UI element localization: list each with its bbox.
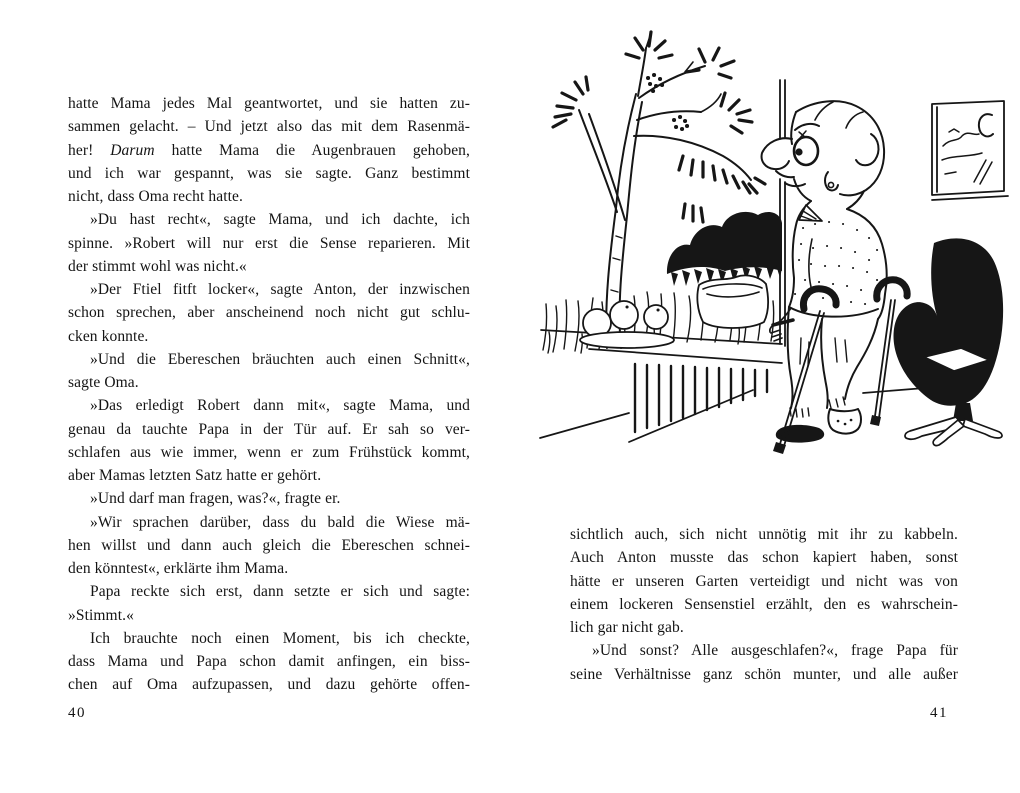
berries (648, 75, 687, 129)
text-line: hätte er unseren Garten verteidigt und nicht was von (570, 572, 958, 590)
window-frame (780, 80, 785, 346)
crutch-cuff-right (877, 280, 907, 299)
text-line: »Und die Ebereschen bräuchten auch einen Schnitt«, (90, 350, 470, 368)
picture-frame (932, 101, 1008, 200)
text-line: dass Mama und Papa schon damit anfingen, ein biss- (68, 653, 470, 670)
text-line: chen auf Oma aufzupassen, und dazu gehörte offen- (68, 676, 470, 694)
crutch-cuff-left (803, 289, 836, 309)
basket (697, 275, 768, 328)
eye (795, 148, 802, 155)
text-line: schon sprechen, aber anscheinend noch nicht gut schlu- (68, 304, 470, 322)
fruit-plate (580, 301, 674, 348)
text-line: den könntest«, erklärte ihm Mama. (68, 560, 289, 577)
text-line: »Der Ftiel fitft locker«, sagte Anton, der inzwischen (90, 281, 470, 298)
text-line: »Wir sprachen darüber, dass du bald die Wiese mä- (90, 513, 470, 531)
text-line: sagte Oma. (68, 374, 139, 391)
dark-bush (667, 212, 782, 286)
text-line: hen willst und dann auch gleich die Ebereschen schnei- (68, 536, 470, 554)
text-line: »Das erledigt Robert dann mit«, sagte Mama, und (90, 397, 470, 415)
illustration-grandma-garden (533, 8, 1011, 470)
page-number-right: 41 (930, 705, 948, 721)
text-line: her! Darum hatte Mama die Augenbrauen gehoben, (68, 141, 470, 159)
text-line: seine Verhältnisse ganz schön munter, und alle außer (570, 665, 958, 683)
text-line: nicht, dass Oma recht hatte. (68, 188, 243, 205)
text-line: »Und sonst? Alle ausgeschlafen?«, frage Papa für (592, 642, 958, 660)
moon-shape (979, 114, 993, 136)
text-line: einem lockeren Sensenstiel erzählt, den es wahrschein- (570, 595, 958, 613)
italic-word: Darum (110, 141, 155, 159)
text-line: der stimmt wohl was nicht.« (68, 257, 247, 275)
text-line: aber Mamas letzten Satz hatte er gehört. (68, 467, 322, 484)
text-line: sammen gelacht. – Und jetzt also das mit dem Rasenmä- (68, 118, 470, 136)
text-line: schlafen aus wie immer, wenn er zum Frühstück kommt, (68, 443, 470, 461)
text-line: sichtlich auch, sich nicht unnötig mit ihr zu kabbeln. (570, 526, 958, 543)
boot (828, 409, 861, 434)
text-line: Papa reckte sich erst, dann setzte er sich und sagte: (90, 583, 470, 601)
text-line: hatte Mama jedes Mal geantwortet, und sie hatten zu- (68, 95, 470, 112)
left-page-text (68, 92, 470, 697)
page-number-left: 40 (68, 705, 86, 721)
text-line: »Und darf man fragen, was?«, fragte er. (90, 490, 341, 508)
text-line: »Du hast recht«, sagte Mama, und ich dachte, ich (90, 211, 470, 229)
earring (828, 182, 833, 187)
egg-chair (863, 238, 1003, 445)
nose (762, 138, 792, 169)
text-line: cken konnte. (68, 327, 149, 345)
grandma-figure (762, 101, 908, 454)
text-line: lich gar nicht gab. (570, 619, 684, 636)
text-line: Ich brauchte noch einen Moment, bis ich checkte, (90, 629, 470, 647)
text-line: genau da tauchte Papa in der Tür auf. Er sah so ver- (68, 420, 470, 438)
text-line: »Stimmt.« (68, 606, 134, 624)
text-line: und ich war gespannt, was sie sagte. Ganz bestimmt (68, 164, 470, 182)
right-page-text (570, 523, 958, 686)
radiator (540, 364, 767, 442)
text-line: Auch Anton musste das schon kapiert haben, sonst (570, 549, 958, 567)
text-line: spinne. »Robert will nur erst die Sense reparieren. Mit (68, 234, 470, 252)
chair-star-base (905, 417, 1002, 446)
